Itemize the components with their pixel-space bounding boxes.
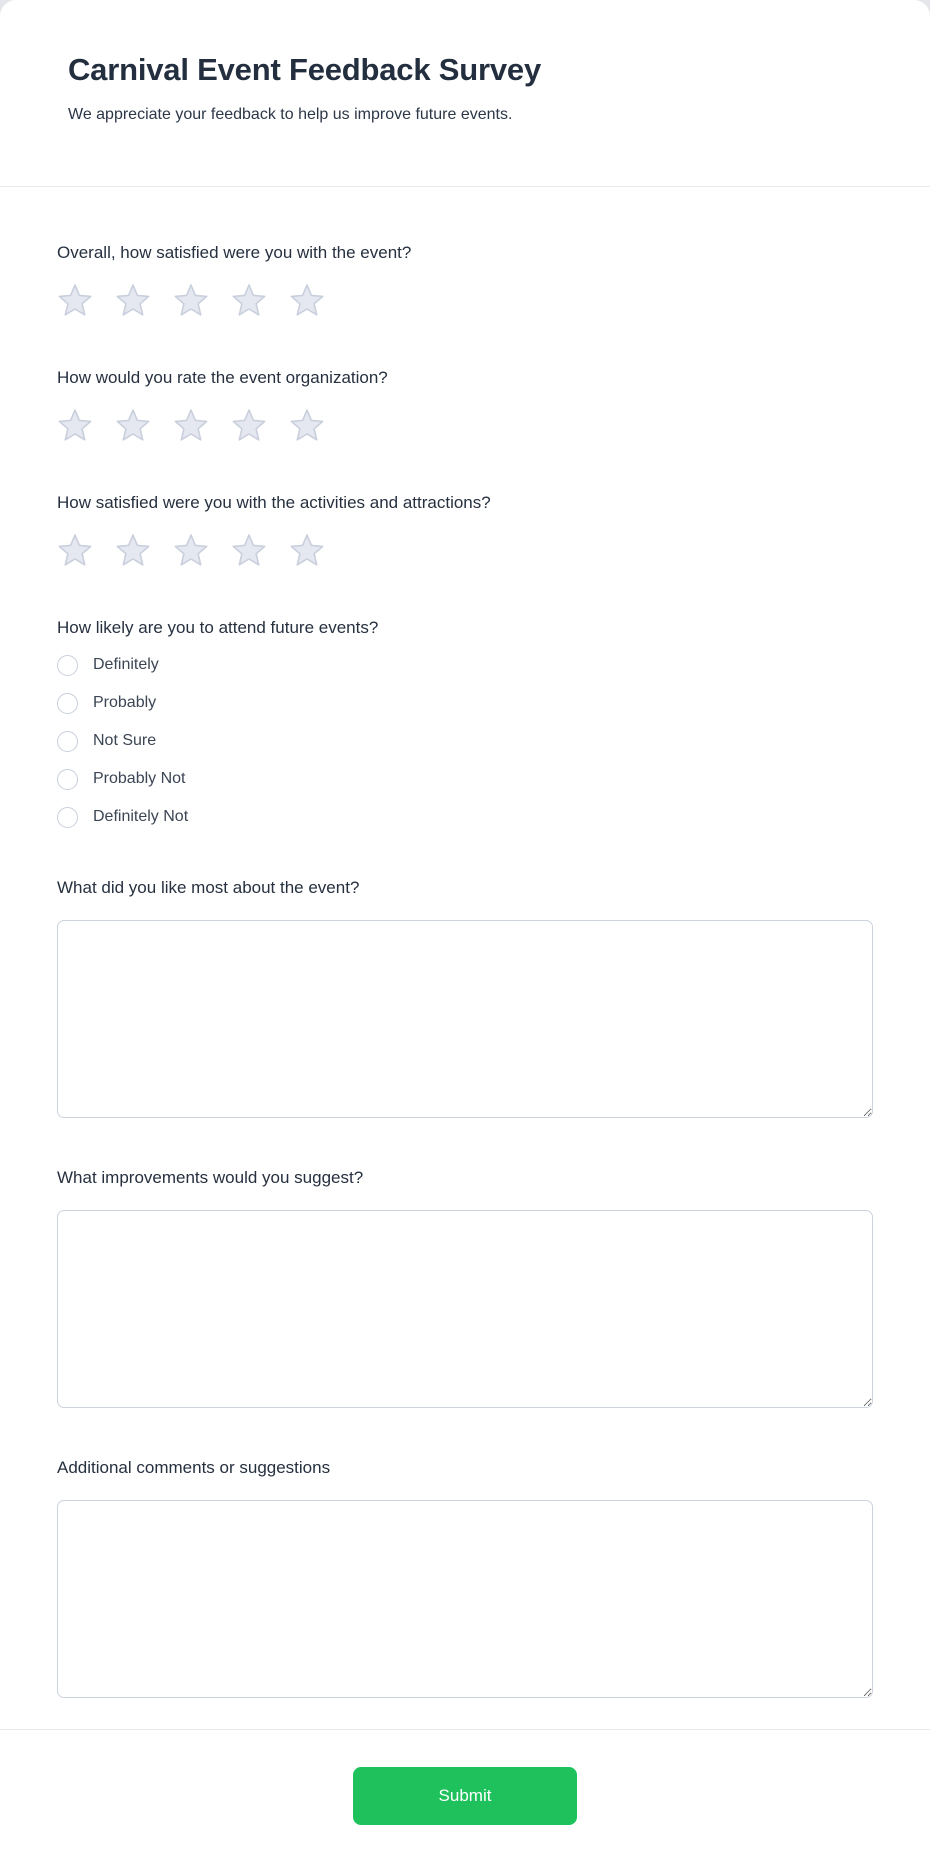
radio-button-icon[interactable] (57, 769, 78, 790)
question-liked-most (57, 877, 873, 1118)
question-label: What improvements would you suggest? (57, 1168, 364, 1187)
question-label: What did you like most about the event? (57, 878, 360, 897)
page-title: Carnival Event Feedback Survey (68, 52, 542, 87)
survey-form (0, 242, 930, 1729)
star-icon[interactable] (115, 407, 151, 443)
survey-header (0, 0, 930, 187)
improvements-textarea[interactable] (57, 1210, 873, 1408)
radio-option-probably[interactable] (57, 692, 873, 714)
radio-option-label: Probably Not (93, 770, 186, 787)
star-icon[interactable] (231, 407, 267, 443)
star-icon[interactable] (289, 282, 325, 318)
radio-button-icon[interactable] (57, 807, 78, 828)
star-icon[interactable] (173, 407, 209, 443)
radio-group (57, 654, 873, 828)
star-rating-overall (57, 282, 873, 318)
question-label: How likely are you to attend future events? (57, 618, 379, 637)
radio-button-icon[interactable] (57, 693, 78, 714)
question-event-organization (57, 367, 873, 443)
question-additional-comments (57, 1457, 873, 1698)
star-icon[interactable] (115, 282, 151, 318)
star-icon[interactable] (57, 532, 93, 568)
radio-option-probably-not[interactable] (57, 768, 873, 790)
question-overall-satisfaction (57, 242, 873, 318)
radio-button-icon[interactable] (57, 731, 78, 752)
radio-option-label: Probably (93, 694, 157, 711)
radio-option-label: Definitely Not (93, 808, 189, 825)
question-label: How would you rate the event organization? (57, 368, 388, 387)
radio-option-label: Not Sure (93, 732, 157, 749)
additional-comments-textarea[interactable] (57, 1500, 873, 1698)
star-icon[interactable] (231, 282, 267, 318)
star-rating-activities (57, 532, 873, 568)
question-future-attendance (57, 617, 873, 828)
submit-button[interactable]: Submit (353, 1767, 577, 1825)
star-icon[interactable] (57, 282, 93, 318)
radio-button-icon[interactable] (57, 655, 78, 676)
star-icon[interactable] (115, 532, 151, 568)
survey-footer (0, 1729, 930, 1825)
star-icon[interactable] (231, 532, 267, 568)
page-subtitle: We appreciate your feedback to help us improve future events. (68, 106, 513, 123)
star-icon[interactable] (289, 532, 325, 568)
radio-option-label: Definitely (93, 656, 159, 673)
radio-option-not-sure[interactable] (57, 730, 873, 752)
question-label: How satisfied were you with the activities and attractions? (57, 493, 491, 512)
star-icon[interactable] (57, 407, 93, 443)
radio-option-definitely[interactable] (57, 654, 873, 676)
liked-most-textarea[interactable] (57, 920, 873, 1118)
star-icon[interactable] (289, 407, 325, 443)
question-improvements (57, 1167, 873, 1408)
star-icon[interactable] (173, 532, 209, 568)
star-rating-organization (57, 407, 873, 443)
question-activities-attractions (57, 492, 873, 568)
radio-option-definitely-not[interactable] (57, 806, 873, 828)
question-label: Overall, how satisfied were you with the event? (57, 243, 412, 262)
question-label: Additional comments or suggestions (57, 1458, 331, 1477)
star-icon[interactable] (173, 282, 209, 318)
